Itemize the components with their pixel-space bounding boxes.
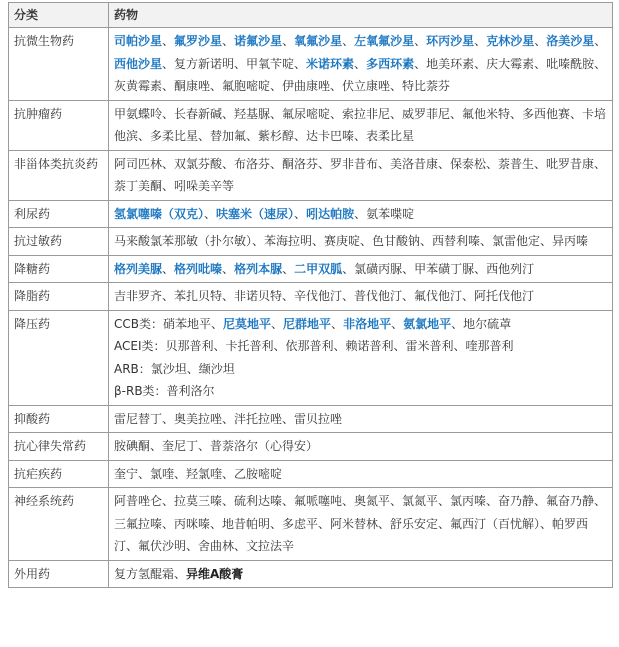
highlighted-drug: 米诺环素 bbox=[306, 56, 355, 71]
highlighted-drug: 吲达帕胺 bbox=[306, 206, 355, 221]
drug-text: 、氨苯喋啶 bbox=[354, 206, 415, 221]
drugs-cell bbox=[109, 310, 613, 405]
table-row bbox=[9, 150, 613, 200]
table-row bbox=[9, 100, 613, 150]
drug-text: 甲氨蝶呤、长春新碱、羟基脲、氟尿嘧啶、索拉非尼、威罗菲尼、氟他米特、多西他赛、卡培他滨、多柔比星、替加氟、紫杉醇、达卡巴嗪、表柔比星 bbox=[114, 106, 607, 143]
drug-text: 、 bbox=[354, 56, 367, 71]
drug-line bbox=[114, 408, 607, 431]
drug-line bbox=[114, 313, 607, 336]
highlighted-drug: 氧氟沙星 bbox=[294, 34, 343, 48]
drug-line bbox=[114, 563, 607, 586]
drug-text: 、氯磺丙脲、甲苯磺丁脲、西他列汀 bbox=[342, 261, 535, 276]
drugs-cell bbox=[109, 150, 613, 200]
drug-text: 、 bbox=[342, 34, 355, 48]
drug-line bbox=[114, 153, 607, 198]
drug-text: 马来酸氯苯那敏（扑尔敏）、苯海拉明、赛庚啶、色甘酸钠、西替利嗪、氯雷他定、异丙嗪 bbox=[114, 234, 589, 248]
highlighted-drug: 洛美沙星 bbox=[546, 34, 595, 48]
category-cell: 降压药 bbox=[9, 310, 109, 405]
table-row bbox=[9, 200, 613, 228]
highlighted-drug: 非洛地平 bbox=[343, 316, 392, 331]
drug-text: 、 bbox=[222, 261, 235, 276]
drugs-cell bbox=[109, 200, 613, 228]
category-cell: 降糖药 bbox=[9, 255, 109, 283]
drug-text: 、地美环素、庆大霉素、吡嗪酰胺、灰黄霉素、酮康唑、氟胞嘧啶、伊曲康唑、伏立康唑、特比萘芬 bbox=[114, 56, 607, 93]
table-row bbox=[9, 488, 613, 561]
drug-line bbox=[114, 258, 607, 281]
category-cell: 抗疟疾药 bbox=[9, 460, 109, 488]
drug-line bbox=[114, 435, 607, 458]
drug-text: β-RB类：普利洛尔 bbox=[114, 384, 215, 398]
highlighted-drug: 诺氟沙星 bbox=[234, 34, 283, 48]
drug-line bbox=[114, 203, 607, 226]
highlighted-drug: 尼群地平 bbox=[283, 316, 332, 331]
drug-line bbox=[114, 335, 607, 358]
drug-text: 胺碘酮、奎尼丁、普萘洛尔（心得安） bbox=[114, 439, 319, 453]
highlighted-drug: 氟罗沙星 bbox=[174, 34, 223, 48]
highlighted-drug: 环丙沙星 bbox=[426, 34, 475, 48]
drug-text: 、 bbox=[331, 316, 344, 331]
drug-text: 、 bbox=[162, 261, 175, 276]
drug-text: 、 bbox=[594, 34, 607, 48]
table-row bbox=[9, 28, 613, 101]
drug-text: 、 bbox=[282, 34, 295, 48]
highlighted-drug: 氨氯地平 bbox=[403, 316, 452, 331]
highlighted-drug: 司帕沙星 bbox=[114, 34, 163, 48]
category-cell: 神经系统药 bbox=[9, 488, 109, 561]
highlighted-drug: 格列本脲 bbox=[234, 261, 283, 276]
table-header-row bbox=[9, 3, 613, 28]
drug-text: 、 bbox=[271, 316, 284, 331]
drugs-cell bbox=[109, 255, 613, 283]
table-row bbox=[9, 228, 613, 256]
category-cell: 抑酸药 bbox=[9, 405, 109, 433]
drug-text: 、 bbox=[204, 206, 217, 221]
drug-text: ACEI类：贝那普利、卡托普利、依那普利、赖诺普利、雷米普利、喹那普利 bbox=[114, 339, 514, 353]
drug-text: CCB类：硝苯地平、 bbox=[114, 316, 223, 331]
drug-text: 阿司匹林、双氯芬酸、布洛芬、酮洛芬、罗非昔布、美洛昔康、保泰松、萘普生、吡罗昔康、萘丁美酮、吲哚美辛等 bbox=[114, 156, 607, 193]
table-row bbox=[9, 405, 613, 433]
drug-text: 、 bbox=[474, 34, 487, 48]
highlighted-drug: 格列吡嗪 bbox=[174, 261, 223, 276]
drug-text: 复方氢醌霜、 bbox=[114, 566, 187, 581]
category-cell: 降脂药 bbox=[9, 283, 109, 311]
drug-text: 、 bbox=[282, 261, 295, 276]
highlighted-drug: 西他沙星 bbox=[114, 56, 163, 71]
drugs-cell bbox=[109, 228, 613, 256]
category-cell: 抗过敏药 bbox=[9, 228, 109, 256]
drugs-cell bbox=[109, 283, 613, 311]
drugs-cell bbox=[109, 488, 613, 561]
highlighted-drug: 二甲双胍 bbox=[294, 261, 343, 276]
drug-line bbox=[114, 380, 607, 403]
drug-text: 、地尔硫䓬 bbox=[451, 316, 512, 331]
category-cell: 抗肿瘤药 bbox=[9, 100, 109, 150]
highlighted-drug: 左氧氟沙星 bbox=[354, 34, 415, 48]
highlighted-drug: 呋塞米（速尿） bbox=[216, 206, 295, 221]
drug-text: 、 bbox=[391, 316, 404, 331]
header-category: 分类 bbox=[9, 3, 109, 28]
category-cell: 非甾体类抗炎药 bbox=[9, 150, 109, 200]
drug-text: 雷尼替丁、奥美拉唑、泮托拉唑、雷贝拉唑 bbox=[114, 411, 343, 426]
highlighted-drug: 多西环素 bbox=[366, 56, 415, 71]
drug-text: 、 bbox=[534, 34, 547, 48]
header-drugs: 药物 bbox=[109, 3, 613, 28]
table-row bbox=[9, 560, 613, 588]
drugs-cell bbox=[109, 560, 613, 588]
drug-text: 、 bbox=[414, 34, 427, 48]
category-cell: 利尿药 bbox=[9, 200, 109, 228]
drug-line bbox=[114, 285, 607, 308]
highlighted-drug: 尼莫地平 bbox=[223, 316, 272, 331]
drug-text: 、 bbox=[294, 206, 307, 221]
drugs-cell bbox=[109, 405, 613, 433]
table-body bbox=[9, 28, 613, 588]
category-cell: 抗微生物药 bbox=[9, 28, 109, 101]
drug-text: 阿普唑仑、拉莫三嗪、硫利达嗪、氟哌噻吨、奥氮平、氯氮平、氯丙嗪、奋乃静、氟奋乃静、三氟拉嗪、丙咪嗪、地昔帕明、多虑平、阿米替林、舒乐安定、氟西汀（百忧解）、帕罗西汀、氟伏沙明、舍曲林、文拉法辛 bbox=[114, 494, 607, 553]
table-row bbox=[9, 310, 613, 405]
drugs-cell bbox=[109, 100, 613, 150]
drug-text: 、 bbox=[162, 34, 175, 48]
highlighted-drug: 氢氯噻嗪（双克） bbox=[114, 206, 205, 221]
highlighted-drug: 克林沙星 bbox=[486, 34, 535, 48]
highlighted-drug: 格列美脲 bbox=[114, 261, 163, 276]
drug-line bbox=[114, 463, 607, 486]
drug-table bbox=[8, 2, 613, 588]
drug-line bbox=[114, 358, 607, 381]
table-row bbox=[9, 255, 613, 283]
drug-text: 吉非罗齐、苯扎贝特、非诺贝特、辛伐他汀、普伐他汀、氟伐他汀、阿托伐他汀 bbox=[114, 289, 535, 303]
drugs-cell bbox=[109, 460, 613, 488]
table-row bbox=[9, 433, 613, 461]
drugs-cell bbox=[109, 433, 613, 461]
drug-text: 、 bbox=[222, 34, 235, 48]
drug-line bbox=[114, 103, 607, 148]
table-row bbox=[9, 460, 613, 488]
table-row bbox=[9, 283, 613, 311]
highlighted-drug: 异维A酸膏 bbox=[186, 566, 244, 581]
drugs-cell bbox=[109, 28, 613, 101]
drug-line bbox=[114, 30, 607, 98]
drug-text: 、复方新诺明、甲氧苄啶、 bbox=[162, 56, 307, 71]
category-cell: 抗心律失常药 bbox=[9, 433, 109, 461]
drug-text: ARB：氯沙坦、缬沙坦 bbox=[114, 361, 235, 376]
drug-line bbox=[114, 490, 607, 558]
drug-line bbox=[114, 230, 607, 253]
category-cell: 外用药 bbox=[9, 560, 109, 588]
drug-text: 奎宁、氯喹、羟氯喹、乙胺嘧啶 bbox=[114, 466, 283, 481]
